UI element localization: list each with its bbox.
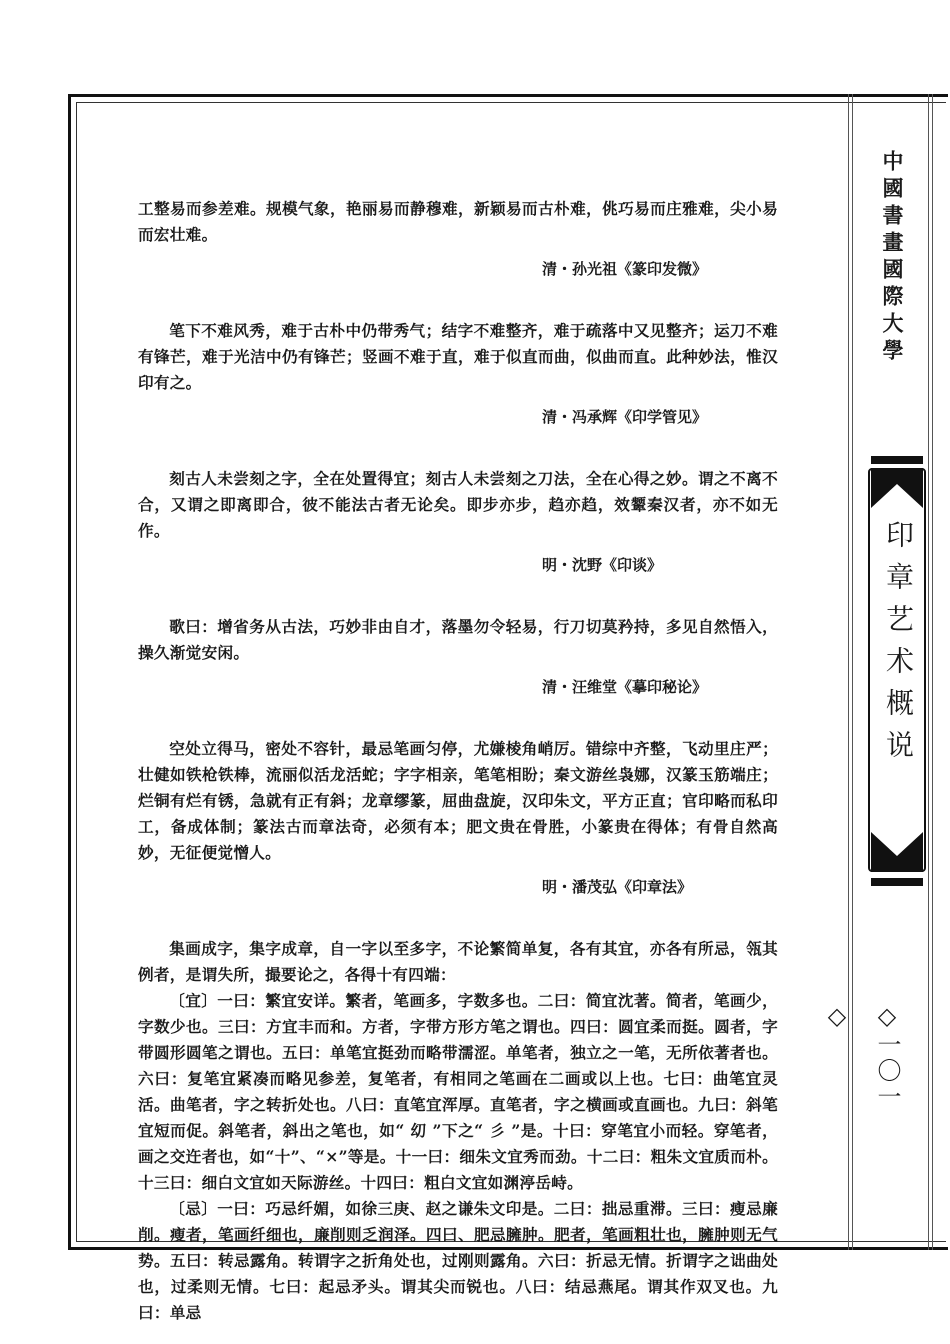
passage-attribution: 清・冯承辉《印学管见》: [542, 408, 708, 426]
page-number: ◇一〇一◇: [823, 1002, 901, 1110]
main-text: [138, 196, 778, 1326]
passage-text: 歌曰：增省务从古法，巧妙非由自才，落墨勿令轻易，行刀切莫矜持，多见自然悟入，操久渐觉安闲。: [138, 617, 778, 662]
sidebar-rule: [852, 94, 853, 1250]
journal-name: 中國書畫國際大學: [880, 150, 904, 366]
passage-attribution: 明・沈野《印谈》: [542, 556, 663, 574]
passage-attribution: 明・潘茂弘《印章法》: [542, 878, 693, 896]
passage-text: 工整易而参差难。规模气象，艳丽易而静穆难，新颖易而古朴难，佻巧易而庄雅难，尖小易而宏壮难。: [138, 199, 778, 244]
passage-attribution: 清・孙光祖《篆印发微》: [542, 260, 708, 278]
sidebar-rule: [932, 94, 933, 1250]
passage-text: 刻古人未尝刻之字，全在处置得宜；刻古人未尝刻之刀法，全在心得之妙。谓之不离不合，又谓之即离即合，彼不能法古者无论矣。即步亦步，趋亦趋，效颦秦汉者，亦不如无作。: [138, 469, 778, 540]
passage-text: 笔下不难风秀，难于古朴中仍带秀气；结字不难整齐，难于疏落中又见整齐；运刀不难有锋芒，难于光洁中仍有锋芒；竖画不难于直，难于似直而曲，似曲而直。此种妙法，惟汉印有之。: [138, 321, 778, 392]
passage-attribution: 清・汪维堂《摹印秘论》: [542, 678, 708, 696]
sidebar-rule: [848, 94, 849, 1250]
cartouche-bar-bottom: [871, 878, 923, 886]
cartouche-bar-top: [871, 456, 923, 464]
passage-text: 空处立得马，密处不容针，最忌笔画匀停，尤嫌棱角峭厉。错综中齐整，飞动里庄严；壮健如铁枪铁棒，流丽似活龙活蛇；字字相亲，笔笔相盼；秦文游丝袅娜，汉篆玉筋端庄；烂铜有烂有锈，急就有正有斜；龙章缪篆，屈曲盘旋，汉印朱文，平方正直；官印略而私印工，备成体制；篆法古而章法奇，必须有本；肥文贵在骨胜，小篆贵在得体；有骨自然高妙，无征便觉憎人。: [138, 739, 778, 862]
section-title: 印章艺术概说: [882, 520, 915, 772]
final-passage-yi: 〔宜〕一曰：繁宜安详。繁者，笔画多，字数多也。二曰：简宜沈著。简者，笔画少，字数少也。三曰：方宜丰而和。方者，字带方形方笔之谓也。四曰：圆宜柔而挺。圆者，字带圆形圆笔之谓也。五曰：单笔宜挺劲而略带濡涩。单笔者，独立之一笔，无所依著者也。六曰：复笔宜紧凑而略见参差，复笔者，有相同之笔画在二画或以上也。七曰：曲笔宜灵活。曲笔者，字之转折处也。八曰：直笔宜浑厚。直笔者，字之横画或直画也。九曰：斜笔宜短而促。斜笔者，斜出之笔也，如“ 㓜 ”下之“ 彡 ”是。十曰：穿笔宜小而轻。穿笔者，画之交迕者也，如“十”、“×”等是。十一曰：细朱文宜秀而劲。十二曰：粗朱文宜质而朴。十三曰：细白文宜如天际游丝。十四曰：粗白文宜如渊渟岳峙。: [138, 991, 778, 1192]
final-passage-ji: 〔忌〕一曰：巧忌纤媚，如徐三庚、赵之谦朱文印是。二曰：拙忌重滞。三曰：瘦忌廉削。瘦者，笔画纤细也，廉削则乏润泽。四曰、肥忌臃肿。肥者，笔画粗壮也，臃肿则无气势。五曰：转忌露角。转谓字之折角处也，过刚则露角。六曰：折忌无情。折谓字之诎曲处也，过柔则无情。七曰：起忌矛头。谓其尖而锐也。八曰：结忌燕尾。谓其作双叉也。九曰：单忌: [138, 1199, 778, 1322]
final-passage-intro: 集画成字，集字成章，自一字以至多字，不论繁简单复，各有其宜，亦各有所忌，瓴其例者，是谓失所，撮要论之，各得十有四端：: [138, 939, 778, 984]
